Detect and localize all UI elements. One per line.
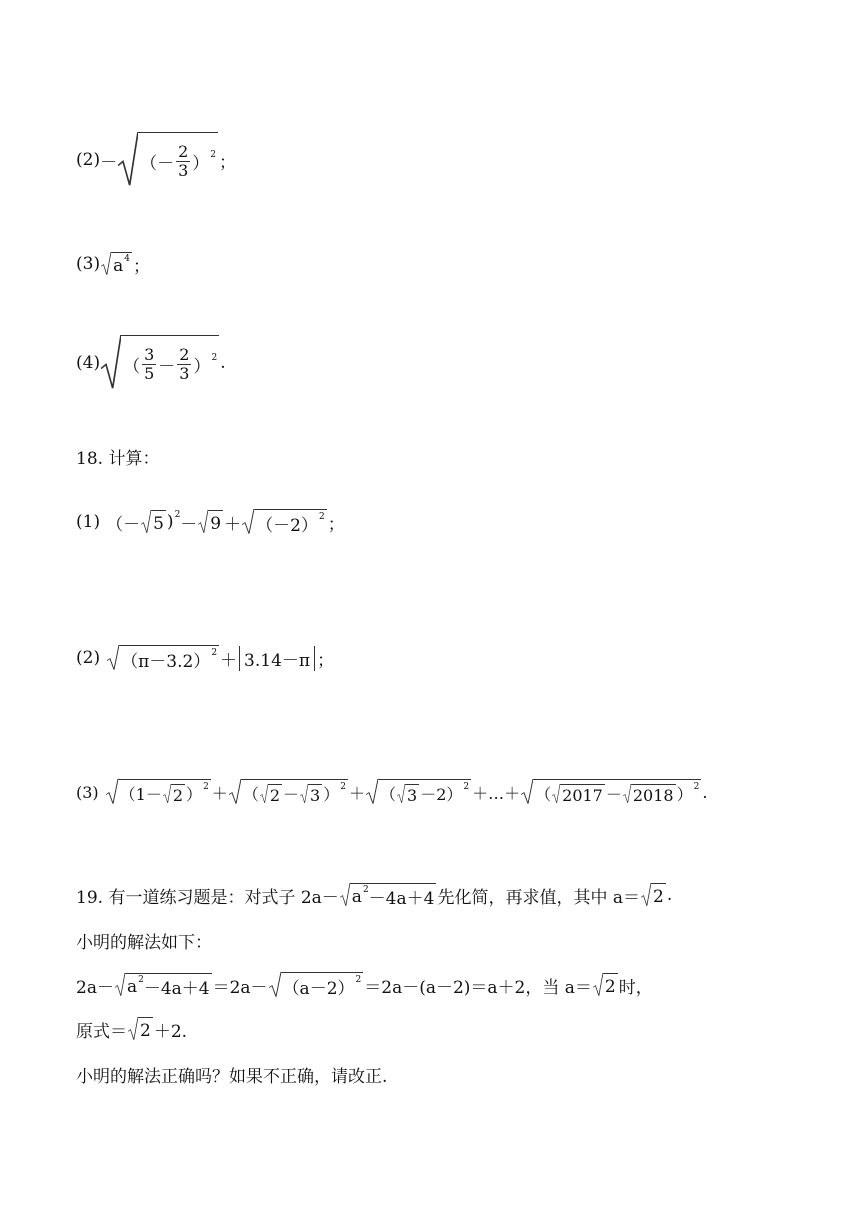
radical (300, 784, 322, 804)
radical (198, 510, 223, 534)
radical-sign (521, 779, 533, 805)
paren-open: （ (123, 357, 141, 377)
q17-item-4 (76, 333, 226, 393)
punctuation: . (220, 353, 226, 373)
radical-sign (107, 645, 119, 671)
radical-sign (623, 784, 631, 804)
radical-sign (106, 779, 118, 805)
q18-item-2 (76, 643, 334, 673)
exponent: 2 (355, 974, 362, 985)
numerator: 2 (179, 344, 190, 364)
base: a (113, 255, 124, 276)
radical-sign (141, 510, 151, 534)
radicand (111, 252, 132, 276)
punctuation: ； (327, 514, 345, 535)
radicand (119, 645, 219, 671)
plus-sign: ＋ (220, 650, 238, 671)
minus-sign: － (158, 357, 176, 377)
solution-text: ＝2a－ (212, 977, 268, 998)
fraction (176, 143, 190, 181)
item-label: (4) (76, 353, 101, 373)
radical (340, 883, 437, 907)
question-18-title (76, 444, 159, 468)
radicand-text: （π－3.2） (121, 652, 211, 672)
plus-sign: ＋ (224, 514, 242, 535)
fraction (142, 346, 156, 384)
radical (641, 883, 666, 907)
exponent: 2 (203, 781, 209, 792)
plus-sign: ＋ (211, 783, 228, 803)
term-text: －2） (420, 785, 463, 804)
exponent: 2 (318, 511, 325, 522)
radical-sign (229, 779, 241, 805)
radicand: 3 (310, 785, 321, 805)
paren-close: ） (192, 154, 210, 174)
question-text: 小明的解法如下： (76, 932, 212, 953)
radicand-text: a (126, 976, 138, 997)
item-label: (1) (76, 512, 101, 532)
radical-sign (101, 335, 121, 391)
minus-sign: － (100, 152, 118, 173)
solution-text: 原式＝ (76, 1021, 127, 1042)
term-text: （ (242, 785, 259, 804)
radicand (281, 972, 364, 998)
item-label: (2) (76, 648, 101, 668)
radicand-text: （－2） (256, 516, 318, 536)
q19-line-2 (76, 928, 212, 952)
q17-item-3 (76, 250, 150, 278)
exponent: 2 (211, 647, 218, 658)
radical-sign (300, 784, 308, 804)
radical (269, 972, 364, 998)
exponent: 2 (693, 781, 700, 792)
radical (397, 784, 419, 804)
question-text: 先化简，再求值，其中 a＝ (437, 887, 640, 908)
term-text: （1－ (119, 785, 162, 804)
radical (107, 645, 219, 671)
radicand: 2 (651, 883, 666, 907)
radicand (121, 335, 219, 391)
radical-sign (163, 784, 171, 804)
denominator: 5 (144, 364, 155, 383)
radical-sign (552, 784, 560, 804)
q19-line-3 (76, 970, 653, 1000)
paren-close: ） (193, 357, 211, 377)
radicand: 2 (269, 785, 281, 805)
radicand (533, 779, 701, 805)
punctuation: ； (317, 650, 335, 671)
radical (101, 335, 219, 391)
radical-sign (593, 973, 603, 997)
radicand: 2017 (562, 785, 603, 805)
radical (141, 510, 166, 534)
exponent: 2 (174, 510, 181, 520)
radical (260, 784, 282, 804)
solution-text: 2a－ (76, 977, 114, 998)
item-label: (2) (76, 150, 101, 170)
radicand: 9 (208, 510, 223, 534)
radicand-text: （a－2） (282, 979, 355, 999)
q17-item-2 (76, 130, 236, 190)
radical-sign (198, 510, 208, 534)
radical-sign (242, 509, 254, 535)
radical-sign (115, 973, 125, 997)
term-text: ） (323, 785, 340, 804)
punctuation: . (702, 782, 708, 802)
radical-sign (260, 784, 268, 804)
radical (101, 252, 132, 276)
solution-text: ＝2a－(a－2)＝a＋2，当 a＝ (364, 977, 592, 998)
exponent: 2 (362, 884, 369, 895)
radicand: 2 (172, 785, 184, 805)
paren-close: ) (166, 512, 174, 532)
radical (552, 784, 605, 804)
denominator: 3 (178, 161, 189, 180)
numerator: 2 (178, 141, 189, 161)
radicand-text: －4a＋4 (368, 889, 435, 909)
radical (229, 779, 348, 805)
q19-line-5 (76, 1062, 387, 1086)
question-title: 18. 计算： (76, 448, 160, 469)
radical (115, 973, 212, 997)
solution-text: ＋2. (153, 1021, 188, 1042)
radicand (350, 883, 437, 907)
minus-sign: － (180, 514, 198, 535)
radical (366, 779, 471, 805)
radical-sign (366, 779, 378, 805)
radicand (118, 779, 211, 805)
term-text: （ (379, 785, 396, 804)
radical-sign (269, 972, 281, 998)
radical-sign (397, 784, 405, 804)
radicand (378, 779, 471, 805)
term-text: ） (676, 785, 693, 804)
question-text: 19. 有一道练习题是：对式子 2a－ (76, 887, 339, 908)
radical (521, 779, 701, 805)
radicand (254, 509, 327, 535)
exponent: 2 (138, 974, 144, 985)
punctuation: . (666, 885, 673, 905)
absolute-value: 3.14－π (239, 646, 315, 671)
numerator: 3 (144, 344, 155, 364)
radical-sign (118, 132, 138, 188)
q18-item-3 (76, 777, 707, 807)
term-text: （ (535, 785, 552, 804)
punctuation: ； (132, 256, 150, 277)
radicand (125, 973, 212, 997)
radical (593, 973, 618, 997)
minus-sign: － (283, 785, 300, 804)
radicand: 2 (603, 973, 618, 997)
exponent: 2 (210, 149, 217, 160)
punctuation: ； (219, 152, 237, 173)
denominator: 3 (179, 364, 190, 383)
plus-sign: ＋ (348, 783, 365, 803)
radicand (241, 779, 348, 805)
term-text: ） (186, 785, 203, 804)
radicand: 2018 (632, 785, 674, 805)
q19-line-4 (76, 1014, 187, 1044)
radicand: 5 (151, 510, 166, 534)
ellipsis: ＋…＋ (472, 783, 521, 803)
exponent: 2 (463, 781, 470, 792)
radical-sign (101, 252, 111, 276)
fraction (177, 346, 191, 384)
radicand: 3 (407, 785, 418, 805)
radicand-text: －4a＋4 (143, 979, 210, 999)
minus-sign: － (605, 785, 622, 804)
radicand (138, 132, 218, 188)
exponent: 4 (124, 253, 130, 264)
paren-open: （－ (140, 154, 175, 174)
radical (128, 1017, 153, 1041)
radical (242, 509, 327, 535)
radical-sign (641, 883, 651, 907)
question-text: 小明的解法正确吗？如果不正确，请改正. (76, 1066, 388, 1087)
radical (163, 784, 185, 804)
solution-text: 时， (618, 977, 653, 998)
q18-item-1 (76, 507, 345, 537)
item-label: (3) (76, 782, 99, 802)
radical-sign (340, 883, 350, 907)
exponent: 2 (211, 352, 218, 363)
radicand: 2 (138, 1017, 153, 1041)
radical (118, 132, 218, 188)
exponent: 2 (340, 781, 346, 792)
q19-line-1 (76, 880, 672, 910)
paren-open: （－ (106, 514, 141, 535)
item-label: (3) (76, 254, 101, 274)
radical (623, 784, 676, 804)
radical-sign (128, 1017, 138, 1041)
radical (106, 779, 211, 805)
radicand-text: a (351, 886, 362, 907)
